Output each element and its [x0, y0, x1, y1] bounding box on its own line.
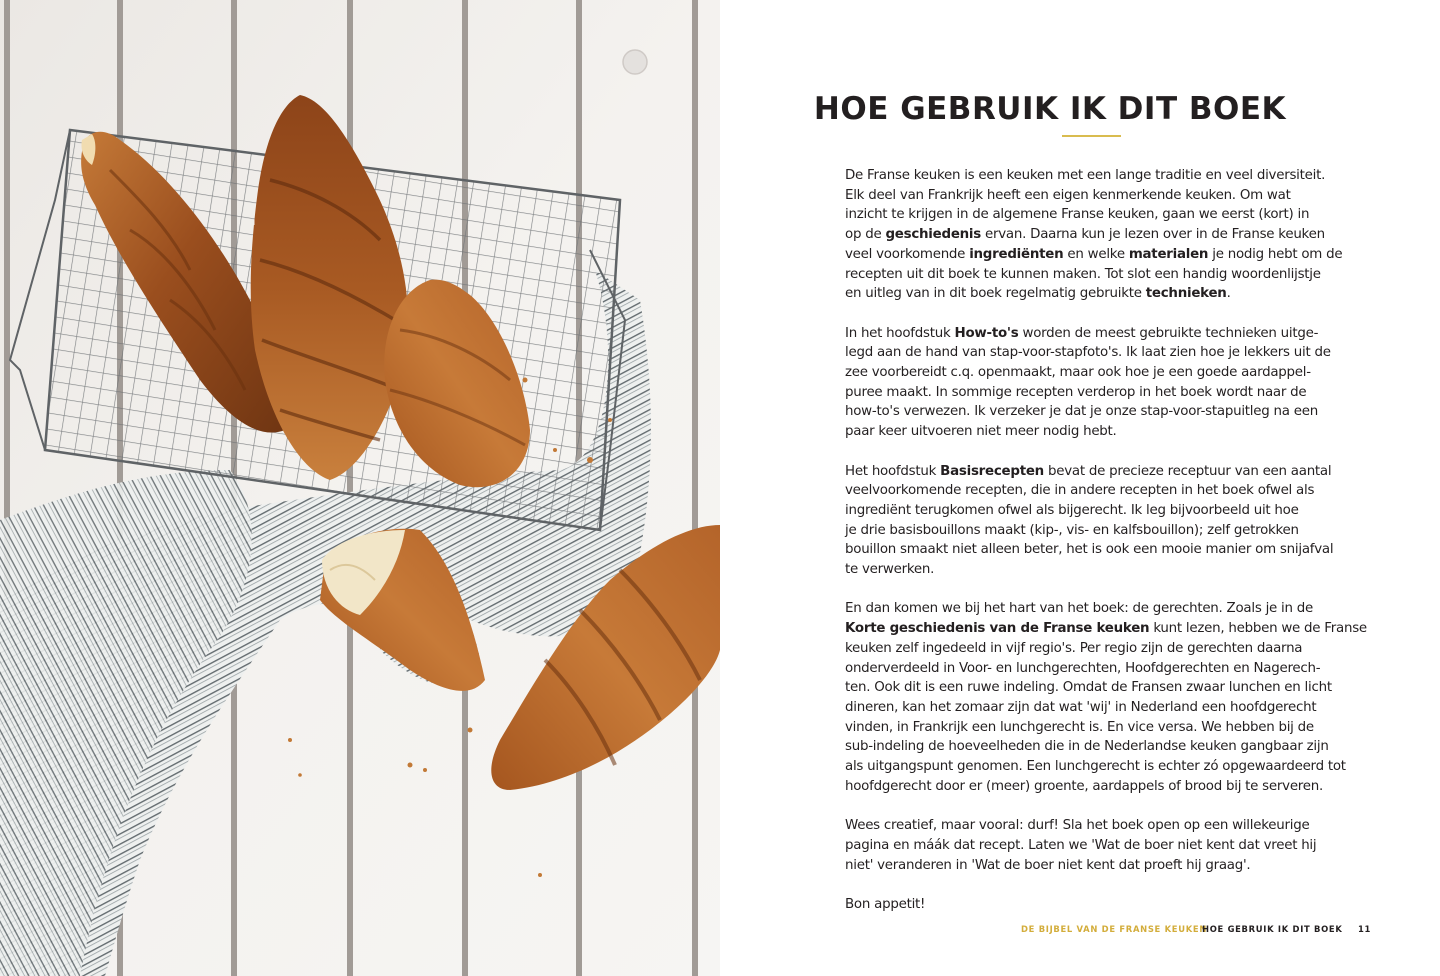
text-run: niet' veranderen in 'Wat de boer niet kent dat proeft hij graag'.: [845, 857, 1251, 873]
text-line: [845, 619, 1367, 639]
text-run: hoofdgerecht door er (meer) groente, aardappels of brood bij te serveren.: [845, 778, 1324, 794]
text-run: je drie basisbouillons maakt (kip-, vis- en kalfsbouillon); zelf getrokken: [845, 522, 1299, 538]
text-line: [845, 521, 1345, 541]
bold-term: How-to's: [954, 325, 1019, 341]
paragraph: [845, 895, 1345, 915]
text-line: [845, 659, 1345, 679]
text-line: [845, 540, 1345, 560]
text-line: [845, 639, 1345, 659]
text-run: De Franse keuken is een keuken met een lange traditie en veel diversiteit.: [845, 168, 1326, 183]
page-title: HOE GEBRUIK IK DIT BOEK: [813, 90, 1287, 127]
text-run: pagina en máák dat recept. Laten we 'Wat de boer niet kent dat vreet hij: [845, 837, 1317, 853]
bold-term: geschiedenis: [885, 227, 981, 243]
text-line: [845, 225, 1345, 245]
text-line: [845, 698, 1345, 718]
text-run: veelvoorkomende recepten, die in andere recepten in het boek ofwel als: [845, 483, 1315, 499]
text-run: bevat de precieze receptuur van een aantal: [1043, 463, 1332, 479]
text-line: [845, 560, 1345, 580]
text-run: vinden, in Frankrijk een lunchgerecht is. En vice versa. We hebben bij de: [845, 719, 1314, 735]
text-run: te verwerken.: [845, 562, 935, 578]
text-page: [720, 0, 1440, 976]
text-line: [845, 422, 1345, 442]
text-line: [845, 599, 1345, 619]
paragraph: [845, 462, 1345, 580]
text-line: [845, 363, 1345, 383]
text-run: Wees creatief, maar vooral: durf! Sla het boek open op een willekeurige: [845, 818, 1310, 834]
bold-term: materialen: [1128, 246, 1209, 262]
running-header-chapter-title: HOE GEBRUIK IK DIT BOEK: [1202, 924, 1343, 934]
text-line: [845, 383, 1345, 403]
text-run: En dan komen we bij het hart van het boek: de gerechten. Zoals je in de: [845, 601, 1313, 617]
text-line: [845, 895, 1345, 915]
text-line: [845, 205, 1345, 225]
text-line: [845, 284, 1345, 304]
text-run: dineren, kan het zomaar zijn dat wat 'wij' in Nederland een hoofdgerecht: [845, 699, 1317, 715]
text-run: ten. Ook dit is een ruwe indeling. Omdat de Fransen zwaar lunchen en licht: [845, 680, 1332, 696]
text-run: en welke: [1063, 246, 1129, 262]
paragraph: [845, 599, 1367, 796]
bold-term: ingrediënten: [969, 246, 1064, 262]
paragraph: [845, 166, 1345, 304]
text-run: je nodig hebt om de: [1208, 246, 1343, 262]
text-run: keuken zelf ingedeeld in vijf regio's. Per regio zijn de gerechten daarna: [845, 640, 1303, 656]
text-line: [845, 481, 1345, 501]
text-run: In het hoofdstuk: [845, 325, 955, 341]
text-line: [845, 856, 1345, 876]
text-line: [845, 757, 1345, 777]
text-run: Elk deel van Frankrijk heeft een eigen kenmerkende keuken. Om wat: [845, 187, 1291, 203]
text-run: Bon appetit!: [845, 896, 926, 912]
text-line: [845, 186, 1345, 206]
text-line: [845, 343, 1345, 363]
text-run: worden de meest gebruikte technieken uitge-: [1018, 325, 1319, 341]
text-run: en uitleg van in dit boek regelmatig gebruikte: [845, 286, 1146, 302]
text-line: [845, 816, 1345, 836]
text-run: ervan. Daarna kun je lezen over in de Franse keuken: [981, 227, 1325, 243]
page-footer: [720, 924, 1440, 938]
bold-term: Korte geschiedenis van de Franse keuken: [845, 621, 1150, 637]
text-line: [845, 836, 1345, 856]
text-line: [845, 324, 1345, 344]
text-line: [845, 265, 1345, 285]
text-line: [845, 245, 1345, 265]
text-line: [845, 678, 1345, 698]
paragraph: [845, 324, 1345, 442]
text-run: veel voorkomende: [845, 246, 970, 262]
text-run: kunt lezen, hebben we de Franse: [1149, 621, 1367, 637]
text-run: puree maakt. In sommige recepten verderop in het boek wordt naar de: [845, 384, 1307, 400]
text-line: [845, 402, 1345, 422]
text-run: recepten uit dit boek te kunnen maken. Tot slot een handig woordenlijstje: [845, 266, 1321, 282]
text-line: [845, 777, 1345, 797]
text-line: [845, 501, 1345, 521]
text-run: sub-indeling de hoeveelheden die in de Nederlandse keuken gangbaar zijn: [845, 739, 1329, 755]
text-run: Het hoofdstuk: [845, 463, 941, 479]
page-number: 11: [1358, 924, 1372, 934]
text-run: ingrediënt terugkomen ofwel als bijgerecht. Ik leg bijvoorbeeld uit hoe: [845, 502, 1299, 518]
text-line: [845, 737, 1345, 757]
running-header-book-title: DE BIJBEL VAN DE FRANSE KEUKEN: [1021, 924, 1208, 934]
text-run: als uitgangspunt genomen. Een lunchgerecht is echter zó opgewaardeerd tot: [845, 759, 1346, 775]
text-run: bouillon smaakt niet alleen beter, het is ook een mooie manier om snijafval: [845, 542, 1334, 558]
bold-term: Basisrecepten: [940, 463, 1044, 479]
text-run: op de: [845, 227, 886, 243]
text-run: onderverdeeld in Voor- en lunchgerechten, Hoofdgerechten en Nagerech-: [845, 660, 1321, 676]
text-run: how-to's verwezen. Ik verzeker je dat je onze stap-voor-stapuitleg na een: [845, 404, 1318, 420]
text-run: .: [1226, 286, 1231, 302]
text-run: paar keer uitvoeren niet meer nodig hebt.: [845, 424, 1117, 440]
text-run: zee voorbereidt c.q. openmaakt, maar ook hoe je een goede aardappel-: [845, 365, 1311, 381]
text-line: [845, 166, 1345, 186]
text-line: [845, 718, 1345, 738]
text-line: [845, 462, 1345, 482]
text-run: inzicht te krijgen in de algemene Franse keuken, gaan we eerst (kort) in: [845, 207, 1310, 223]
text-run: legd aan de hand van stap-voor-stapfoto's. Ik laat zien hoe je lekkers uit de: [845, 345, 1331, 361]
bold-term: technieken: [1145, 286, 1227, 302]
title-divider: [1062, 135, 1121, 137]
paragraph: [845, 816, 1345, 875]
